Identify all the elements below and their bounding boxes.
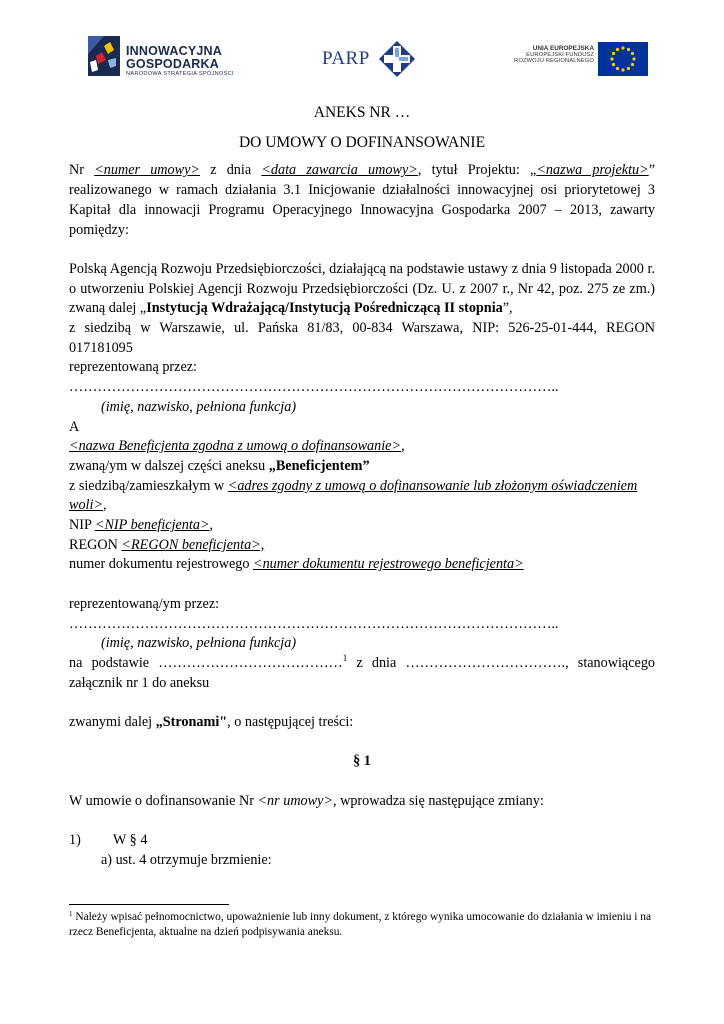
beneficiary-docnum-label: numer dokumentu rejestrowego — [69, 556, 253, 573]
list-item-number: 1) — [69, 832, 81, 849]
intro-nr: Nr — [69, 162, 95, 179]
eu-logo-line3: ROZWOJU REGIONALNEGO — [514, 58, 594, 64]
eu-logo-line1: UNIA EUROPEJSKA — [532, 45, 594, 52]
document-subtitle: DO UMOWY O DOFINANSOWANIE — [238, 133, 486, 151]
beneficiary-called-line — [69, 457, 655, 477]
beneficiary-nip-comma: , — [209, 517, 214, 534]
beneficiary-regon-placeholder: <REGON beneficjenta>, — [121, 536, 265, 553]
parp-party-text-end: ”, — [502, 300, 513, 317]
parties-line — [69, 713, 655, 733]
basis-text: na podstawie ………………………………… — [69, 654, 343, 671]
ig-logo-line3: NARODOWA STRATEGIA SPÓJNOŚCI — [126, 71, 234, 77]
beneficiary-representative-function: (imię, nazwisko, pełniona funkcja) — [101, 635, 297, 652]
beneficiary-represented-label: reprezentowaną/ym przez: — [69, 595, 220, 612]
beneficiary-nip-line — [69, 516, 655, 536]
footnote-number: 1 — [69, 910, 73, 918]
intro-title-label: , tytuł Projektu: „ — [417, 162, 537, 179]
beneficiary-seat-text: z siedzibą/zamieszkałym w — [69, 477, 228, 494]
beneficiary-nip-label: NIP — [69, 517, 95, 534]
ig-logo-line2: GOSPODARKA — [126, 57, 219, 71]
eu-logo — [506, 42, 648, 78]
and-connector: A — [69, 418, 80, 435]
parties-text: zwanymi dalej — [69, 714, 156, 731]
footnote-divider — [69, 904, 229, 905]
parp-emblem-icon — [378, 40, 416, 78]
beneficiary-representative-dots: ………………………………………………………………………………………….. — [69, 615, 559, 632]
beneficiary-nip-placeholder: <NIP beneficjenta> — [94, 517, 210, 534]
beneficiary-name-line — [69, 437, 655, 457]
changes-text: W umowie o dofinansowanie Nr — [69, 792, 258, 809]
beneficiary-docnum-placeholder: <numer dokumentu rejestrowego beneficjenta> — [253, 556, 524, 573]
ig-logo-line1: INNOWACYJNA — [126, 44, 222, 58]
beneficiary-name-comma: , — [401, 438, 405, 455]
intro-rest: realizowanego w ramach działania 3.1 Inicjowanie działalności innowacyjnej osi priorytetowej 3 Kapitał dla innowacji Programu Operacyjnego Innowacyjna Gospodarka 2007 – 2013, zawarty pomiędzy: — [69, 182, 655, 238]
basis-text-end: z dnia ……………………………., stanowiącego załącznik nr 1 do aneksu — [69, 654, 656, 691]
beneficiary-name-placeholder: <nazwa Beneficjenta zgodna z umową o dofinansowanie> — [69, 438, 402, 455]
parp-representative-dots: ………………………………………………………………………………………….. — [69, 379, 559, 396]
changes-line — [69, 792, 655, 812]
section-heading: § 1 — [353, 753, 371, 770]
eu-logo-line2: EUROPEJSKI FUNDUSZ — [526, 52, 594, 58]
ig-emblem-icon — [86, 32, 122, 78]
project-name-placeholder: <nazwa projektu> — [536, 162, 649, 179]
beneficiary-basis-paragraph — [69, 654, 655, 693]
header-logos — [86, 30, 648, 86]
parp-party-text: Polską Agencją Rozwoju Przedsiębiorczości, działającą na podstawie ustawy z dnia 9 listopada 2000 r. o utworzeniu Polskiej Agencji Rozwoju Przedsiębiorczości (Dz. U. z 2007 r., Nr 42, poz. 275 ze zm.) zwaną dalej „ — [69, 260, 655, 317]
parp-logo — [322, 40, 416, 80]
annex-document — [69, 96, 655, 871]
contract-number-placeholder: <numer umowy> — [94, 162, 200, 179]
eu-flag-icon — [598, 42, 648, 76]
intro-z-dnia: z dnia — [200, 162, 262, 179]
beneficiary-docnum-line — [69, 555, 655, 575]
beneficiary-seat-line — [69, 477, 655, 516]
footnote-text: Należy wpisać pełnomocnictwo, upoważnienie lub inny dokument, z którego wynika umocowanie do działania w imieniu i na rzecz Beneficjenta, aktualne na dzień podpisywania aneksu. — [69, 911, 652, 938]
beneficiary-regon-line — [69, 536, 655, 556]
beneficiary-called-text: zwaną/ym w dalszej części aneksu — [69, 457, 269, 474]
parties-bold: „Stronami" — [155, 714, 228, 731]
footnote — [69, 910, 655, 940]
parp-party-paragraph — [69, 260, 655, 319]
innowacyjna-gospodarka-logo — [86, 30, 236, 82]
beneficiary-regon-label: REGON — [69, 536, 122, 553]
changes-contract-placeholder: <nr umowy>, — [257, 792, 337, 809]
list-item-text: W § 4 — [113, 832, 148, 849]
document-title: ANEKS NR … — [313, 104, 411, 121]
beneficiary-called-bold: „Beneficjentem” — [268, 457, 370, 474]
beneficiary-address-placeholder: <adres zgodny z umową o dofinansowanie lub złożonym oświadczeniem woli> — [69, 477, 638, 514]
eu-logo-text — [506, 45, 594, 64]
parp-logo-text: PARP — [322, 48, 370, 69]
footnote-ref: 1 — [342, 652, 348, 663]
list-subitem: a) ust. 4 otrzymuje brzmienie: — [101, 851, 272, 868]
intro-close-quote: ” — [648, 162, 656, 179]
parp-represented-label: reprezentowaną przez: — [69, 359, 197, 376]
intro-paragraph — [69, 161, 655, 240]
beneficiary-seat-comma: , — [103, 497, 107, 514]
parp-address: z siedzibą w Warszawie, ul. Pańska 81/83, 00-834 Warszawa, NIP: 526-25-01-444, REGON 017181095 — [69, 320, 655, 356]
parp-representative-function: (imię, nazwisko, pełniona funkcja) — [101, 398, 297, 415]
changes-text-end: wprowadza się następujące zmiany: — [336, 792, 544, 809]
list-item — [69, 831, 655, 851]
contract-date-placeholder: <data zawarcia umowy> — [261, 162, 418, 179]
parties-text-end: , o następującej treści: — [227, 714, 354, 731]
parp-party-role: Instytucją Wdrażającą/Instytucją Pośredniczącą II stopnia — [146, 300, 503, 317]
